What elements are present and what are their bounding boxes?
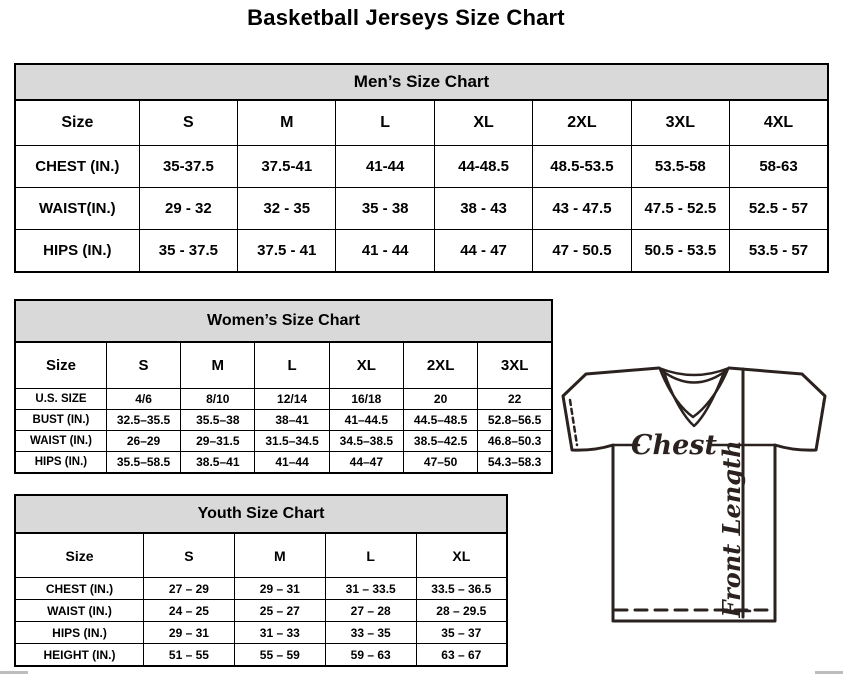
measurement-value-cell: 53.5-58 — [631, 146, 729, 188]
measurement-value-cell: 52.5 - 57 — [730, 188, 828, 230]
measurement-value-cell: 29 – 31 — [234, 578, 325, 600]
measurement-row — [15, 389, 552, 410]
size-column-header: L — [255, 342, 329, 389]
page-title: Basketball Jerseys Size Chart — [247, 5, 565, 30]
size-column-header: XL — [416, 533, 507, 578]
size-header-row — [15, 533, 507, 578]
measurement-value-cell: 27 – 29 — [144, 578, 235, 600]
measurement-value-cell: 35 - 38 — [336, 188, 434, 230]
size-column-header: S — [139, 100, 237, 146]
chest-label: Chest — [631, 430, 717, 461]
measurement-value-cell: 31.5–34.5 — [255, 431, 329, 452]
measurement-value-cell: 55 – 59 — [234, 644, 325, 667]
measurement-value-cell: 32.5–35.5 — [106, 410, 180, 431]
size-column-header: 2XL — [403, 342, 477, 389]
measurement-value-cell: 16/18 — [329, 389, 403, 410]
measurement-value-cell: 41-44 — [336, 146, 434, 188]
size-corner-label: Size — [15, 342, 106, 389]
measurement-value-cell: 24 – 25 — [144, 600, 235, 622]
measurement-value-cell: 50.5 - 53.5 — [631, 230, 729, 273]
measurement-value-cell: 38.5–41 — [181, 452, 255, 474]
measurement-value-cell: 33 – 35 — [325, 622, 416, 644]
measurement-value-cell: 35.5–38 — [181, 410, 255, 431]
jersey-measurement-diagram — [556, 360, 838, 632]
vneck-inner — [664, 372, 724, 426]
measurement-value-cell: 28 – 29.5 — [416, 600, 507, 622]
measurement-row — [15, 410, 552, 431]
youth-size-table — [14, 532, 508, 667]
measurement-row — [15, 431, 552, 452]
measurement-row — [15, 600, 507, 622]
measurement-value-cell: 29 - 32 — [139, 188, 237, 230]
measurement-value-cell: 35 - 37.5 — [139, 230, 237, 273]
measurement-value-cell: 37.5 - 41 — [238, 230, 336, 273]
measurement-label: CHEST (IN.) — [15, 146, 139, 188]
measurement-value-cell: 31 – 33 — [234, 622, 325, 644]
measurement-value-cell: 63 – 67 — [416, 644, 507, 667]
measurement-value-cell: 41–44.5 — [329, 410, 403, 431]
size-column-header: 4XL — [730, 100, 828, 146]
measurement-value-cell: 44–47 — [329, 452, 403, 474]
measurement-value-cell: 47–50 — [403, 452, 477, 474]
measurement-value-cell: 29 – 31 — [144, 622, 235, 644]
measurement-value-cell: 44-48.5 — [434, 146, 532, 188]
measurement-value-cell: 33.5 – 36.5 — [416, 578, 507, 600]
mens-size-chart — [14, 63, 829, 273]
measurement-row — [15, 644, 507, 667]
size-header-row — [15, 100, 828, 146]
measurement-value-cell: 47.5 - 52.5 — [631, 188, 729, 230]
measurement-value-cell: 26–29 — [106, 431, 180, 452]
front-length-label: Front Length — [717, 440, 746, 618]
jersey-outline — [563, 368, 825, 621]
size-column-header: 3XL — [478, 342, 552, 389]
measurement-value-cell: 22 — [478, 389, 552, 410]
measurement-value-cell: 12/14 — [255, 389, 329, 410]
measurement-value-cell: 53.5 - 57 — [730, 230, 828, 273]
measurement-value-cell: 4/6 — [106, 389, 180, 410]
measurement-label: BUST (IN.) — [15, 410, 106, 431]
size-column-header: L — [325, 533, 416, 578]
measurement-label: U.S. SIZE — [15, 389, 106, 410]
size-column-header: 3XL — [631, 100, 729, 146]
measurement-value-cell: 31 – 33.5 — [325, 578, 416, 600]
measurement-value-cell: 44 - 47 — [434, 230, 532, 273]
size-column-header: XL — [434, 100, 532, 146]
size-column-header: M — [238, 100, 336, 146]
measurement-value-cell: 59 – 63 — [325, 644, 416, 667]
measurement-value-cell: 35-37.5 — [139, 146, 237, 188]
size-column-header: M — [181, 342, 255, 389]
collar-back-curve — [659, 368, 729, 375]
measurement-row — [15, 578, 507, 600]
measurement-value-cell: 51 – 55 — [144, 644, 235, 667]
size-corner-label: Size — [15, 533, 144, 578]
measurement-label: WAIST (IN.) — [15, 600, 144, 622]
size-column-header: XL — [329, 342, 403, 389]
measurement-value-cell: 58-63 — [730, 146, 828, 188]
measurement-value-cell: 44.5–48.5 — [403, 410, 477, 431]
measurement-value-cell: 35 – 37 — [416, 622, 507, 644]
measurement-value-cell: 35.5–58.5 — [106, 452, 180, 474]
measurement-label: WAIST(IN.) — [15, 188, 139, 230]
measurement-value-cell: 52.8–56.5 — [478, 410, 552, 431]
measurement-row — [15, 188, 828, 230]
womens-chart-title: Women’s Size Chart — [14, 299, 553, 343]
measurement-value-cell: 38–41 — [255, 410, 329, 431]
measurement-value-cell: 41–44 — [255, 452, 329, 474]
womens-size-table — [14, 341, 553, 474]
size-column-header: S — [106, 342, 180, 389]
scrollbar-fragment-right — [815, 671, 843, 674]
measurement-value-cell: 34.5–38.5 — [329, 431, 403, 452]
measurement-value-cell: 43 - 47.5 — [533, 188, 631, 230]
measurement-value-cell: 29–31.5 — [181, 431, 255, 452]
measurement-label: HIPS (IN.) — [15, 622, 144, 644]
measurement-row — [15, 622, 507, 644]
size-corner-label: Size — [15, 100, 139, 146]
measurement-value-cell: 38 - 43 — [434, 188, 532, 230]
measurement-label: WAIST (IN.) — [15, 431, 106, 452]
size-column-header: S — [144, 533, 235, 578]
womens-size-chart — [14, 299, 553, 474]
measurement-value-cell: 25 – 27 — [234, 600, 325, 622]
measurement-value-cell: 54.3–58.3 — [478, 452, 552, 474]
size-column-header: 2XL — [533, 100, 631, 146]
measurement-label: HIPS (IN.) — [15, 452, 106, 474]
measurement-value-cell: 41 - 44 — [336, 230, 434, 273]
measurement-label: HEIGHT (IN.) — [15, 644, 144, 667]
measurement-value-cell: 32 - 35 — [238, 188, 336, 230]
measurement-value-cell: 47 - 50.5 — [533, 230, 631, 273]
youth-size-chart — [14, 494, 508, 667]
measurement-label: HIPS (IN.) — [15, 230, 139, 273]
mens-chart-title: Men’s Size Chart — [14, 63, 829, 101]
measurement-value-cell: 37.5-41 — [238, 146, 336, 188]
measurement-label: CHEST (IN.) — [15, 578, 144, 600]
measurement-value-cell: 48.5-53.5 — [533, 146, 631, 188]
measurement-value-cell: 8/10 — [181, 389, 255, 410]
size-header-row — [15, 342, 552, 389]
measurement-value-cell: 27 – 28 — [325, 600, 416, 622]
mens-size-table — [14, 99, 829, 273]
measurement-value-cell: 46.8–50.3 — [478, 431, 552, 452]
measurement-row — [15, 230, 828, 273]
size-column-header: M — [234, 533, 325, 578]
measurement-value-cell: 20 — [403, 389, 477, 410]
measurement-row — [15, 452, 552, 474]
size-column-header: L — [336, 100, 434, 146]
scrollbar-fragment-left — [0, 671, 28, 674]
measurement-value-cell: 38.5–42.5 — [403, 431, 477, 452]
measurement-row — [15, 146, 828, 188]
youth-chart-title: Youth Size Chart — [14, 494, 508, 534]
